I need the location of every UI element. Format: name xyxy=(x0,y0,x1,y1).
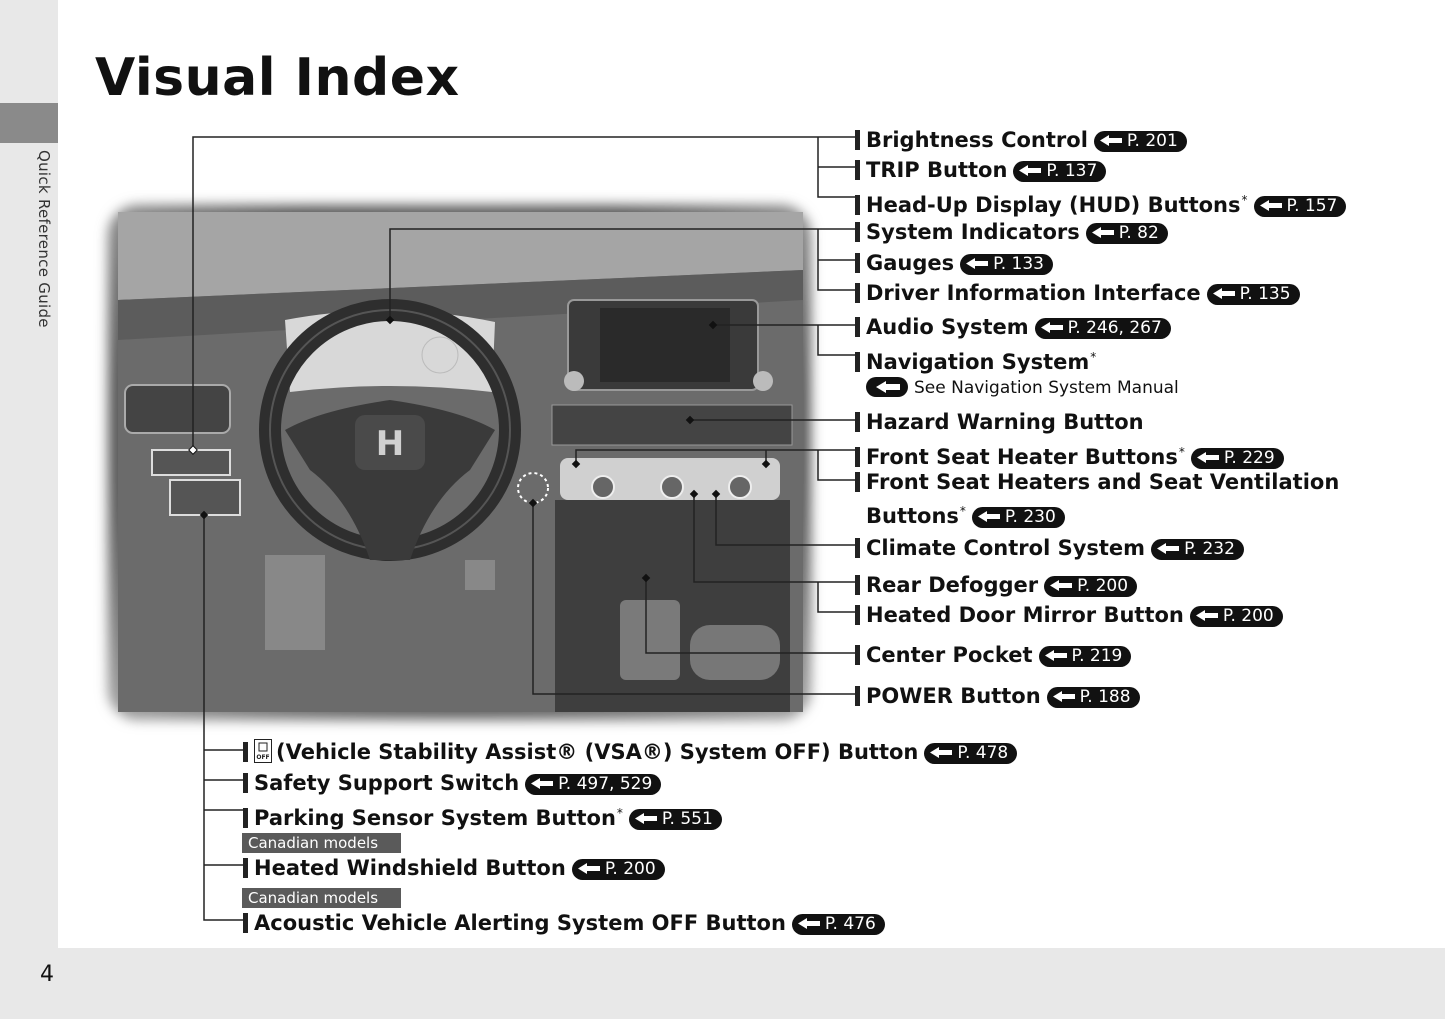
arrow-icon xyxy=(976,510,1002,523)
arrow-icon xyxy=(1017,164,1043,177)
page-ref-link[interactable]: P. 551 xyxy=(629,809,722,830)
arrow-icon xyxy=(964,257,990,270)
arrow-icon xyxy=(1039,321,1065,334)
see-navigation-manual-note: See Navigation System Manual xyxy=(866,377,1179,398)
sidebar-label: Quick Reference Guide xyxy=(35,150,53,328)
callout-gauges: Gauges P. 133 xyxy=(855,250,1053,276)
page-ref-link[interactable]: P. 157 xyxy=(1254,196,1347,217)
page-title: Visual Index xyxy=(95,48,460,108)
canadian-models-badge: Canadian models xyxy=(242,833,401,853)
page-ref-link[interactable]: P. 137 xyxy=(1013,161,1106,182)
callout-seat-heaters-ventilation: Front Seat Heaters and Seat Ventilation xyxy=(855,469,1339,495)
callout-climate-control-system: Climate Control System P. 232 xyxy=(855,535,1244,561)
vsa-off-icon xyxy=(254,739,272,763)
page-ref-link[interactable]: P. 133 xyxy=(960,254,1053,275)
page-ref-link[interactable]: P. 476 xyxy=(792,914,885,935)
arrow-icon xyxy=(529,777,555,790)
arrow-icon xyxy=(866,377,908,397)
page-ref-link[interactable]: P. 135 xyxy=(1207,284,1300,305)
dashboard-photo xyxy=(108,205,811,720)
arrow-icon xyxy=(928,746,954,759)
page-ref-link[interactable]: P. 201 xyxy=(1094,131,1187,152)
canadian-models-badge: Canadian models xyxy=(242,888,401,908)
callout-center-pocket: Center Pocket P. 219 xyxy=(855,642,1131,668)
callout-front-seat-heater-buttons: Front Seat Heater Buttons* P. 229 xyxy=(855,439,1284,470)
arrow-icon xyxy=(1043,649,1069,662)
arrow-icon xyxy=(1090,226,1116,239)
arrow-icon xyxy=(796,917,822,930)
arrow-icon xyxy=(1195,451,1221,464)
page-ref-link[interactable]: P. 200 xyxy=(1190,606,1283,627)
page-number: 4 xyxy=(40,962,54,987)
callout-audio-system: Audio System P. 246, 267 xyxy=(855,314,1171,340)
page-ref-link[interactable]: P. 229 xyxy=(1191,448,1284,469)
callout-power-button: POWER Button P. 188 xyxy=(855,683,1140,709)
arrow-icon xyxy=(1211,287,1237,300)
callout-hazard-warning-button: Hazard Warning Button xyxy=(855,409,1144,435)
callout-heated-door-mirror-button: Heated Door Mirror Button P. 200 xyxy=(855,602,1283,628)
arrow-icon xyxy=(1098,134,1124,147)
callout-safety-support-switch: Safety Support Switch P. 497, 529 xyxy=(243,770,661,796)
arrow-icon xyxy=(1048,579,1074,592)
callout-vsa-off-button: OFF (Vehicle Stability Assist® (VSA®) System OFF) Button P. 478 xyxy=(243,739,1017,765)
callout-driver-information-interface: Driver Information Interface P. 135 xyxy=(855,280,1300,306)
callout-trip-button: TRIP Button P. 137 xyxy=(855,157,1106,183)
page-ref-link[interactable]: P. 219 xyxy=(1039,646,1132,667)
callout-hud-buttons: Head-Up Display (HUD) Buttons* P. 157 xyxy=(855,187,1346,218)
arrow-icon xyxy=(1155,542,1181,555)
page-ref-link[interactable]: P. 478 xyxy=(924,743,1017,764)
vehicle-logo: H xyxy=(375,424,405,464)
arrow-icon xyxy=(1194,609,1220,622)
page-ref-link[interactable]: P. 232 xyxy=(1151,539,1244,560)
page-ref-link[interactable]: P. 200 xyxy=(572,859,665,880)
page-ref-link[interactable]: P. 230 xyxy=(972,507,1065,528)
callout-avas-off-button: Acoustic Vehicle Alerting System OFF Button P. 476 xyxy=(243,910,885,936)
page-ref-link[interactable]: P. 82 xyxy=(1086,223,1168,244)
callout-seat-heaters-ventilation-buttons: Buttons* P. 230 xyxy=(866,498,1065,529)
page-ref-link[interactable]: P. 200 xyxy=(1044,576,1137,597)
svg-text:OFF: OFF xyxy=(256,754,270,761)
callout-brightness-control: Brightness Control P. 201 xyxy=(855,127,1187,153)
callout-navigation-system: Navigation System* xyxy=(855,344,1096,375)
page-ref-link[interactable]: P. 497, 529 xyxy=(525,774,661,795)
arrow-icon xyxy=(633,812,659,825)
arrow-icon xyxy=(576,862,602,875)
callout-parking-sensor-button: Parking Sensor System Button* P. 551 xyxy=(243,800,722,831)
callout-system-indicators: System Indicators P. 82 xyxy=(855,219,1168,245)
page-ref-link[interactable]: P. 188 xyxy=(1047,687,1140,708)
arrow-icon xyxy=(1258,199,1284,212)
arrow-icon xyxy=(1051,690,1077,703)
callout-rear-defogger: Rear Defogger P. 200 xyxy=(855,572,1137,598)
page-ref-link[interactable]: P. 246, 267 xyxy=(1035,318,1171,339)
callout-heated-windshield-button: Heated Windshield Button P. 200 xyxy=(243,855,665,881)
